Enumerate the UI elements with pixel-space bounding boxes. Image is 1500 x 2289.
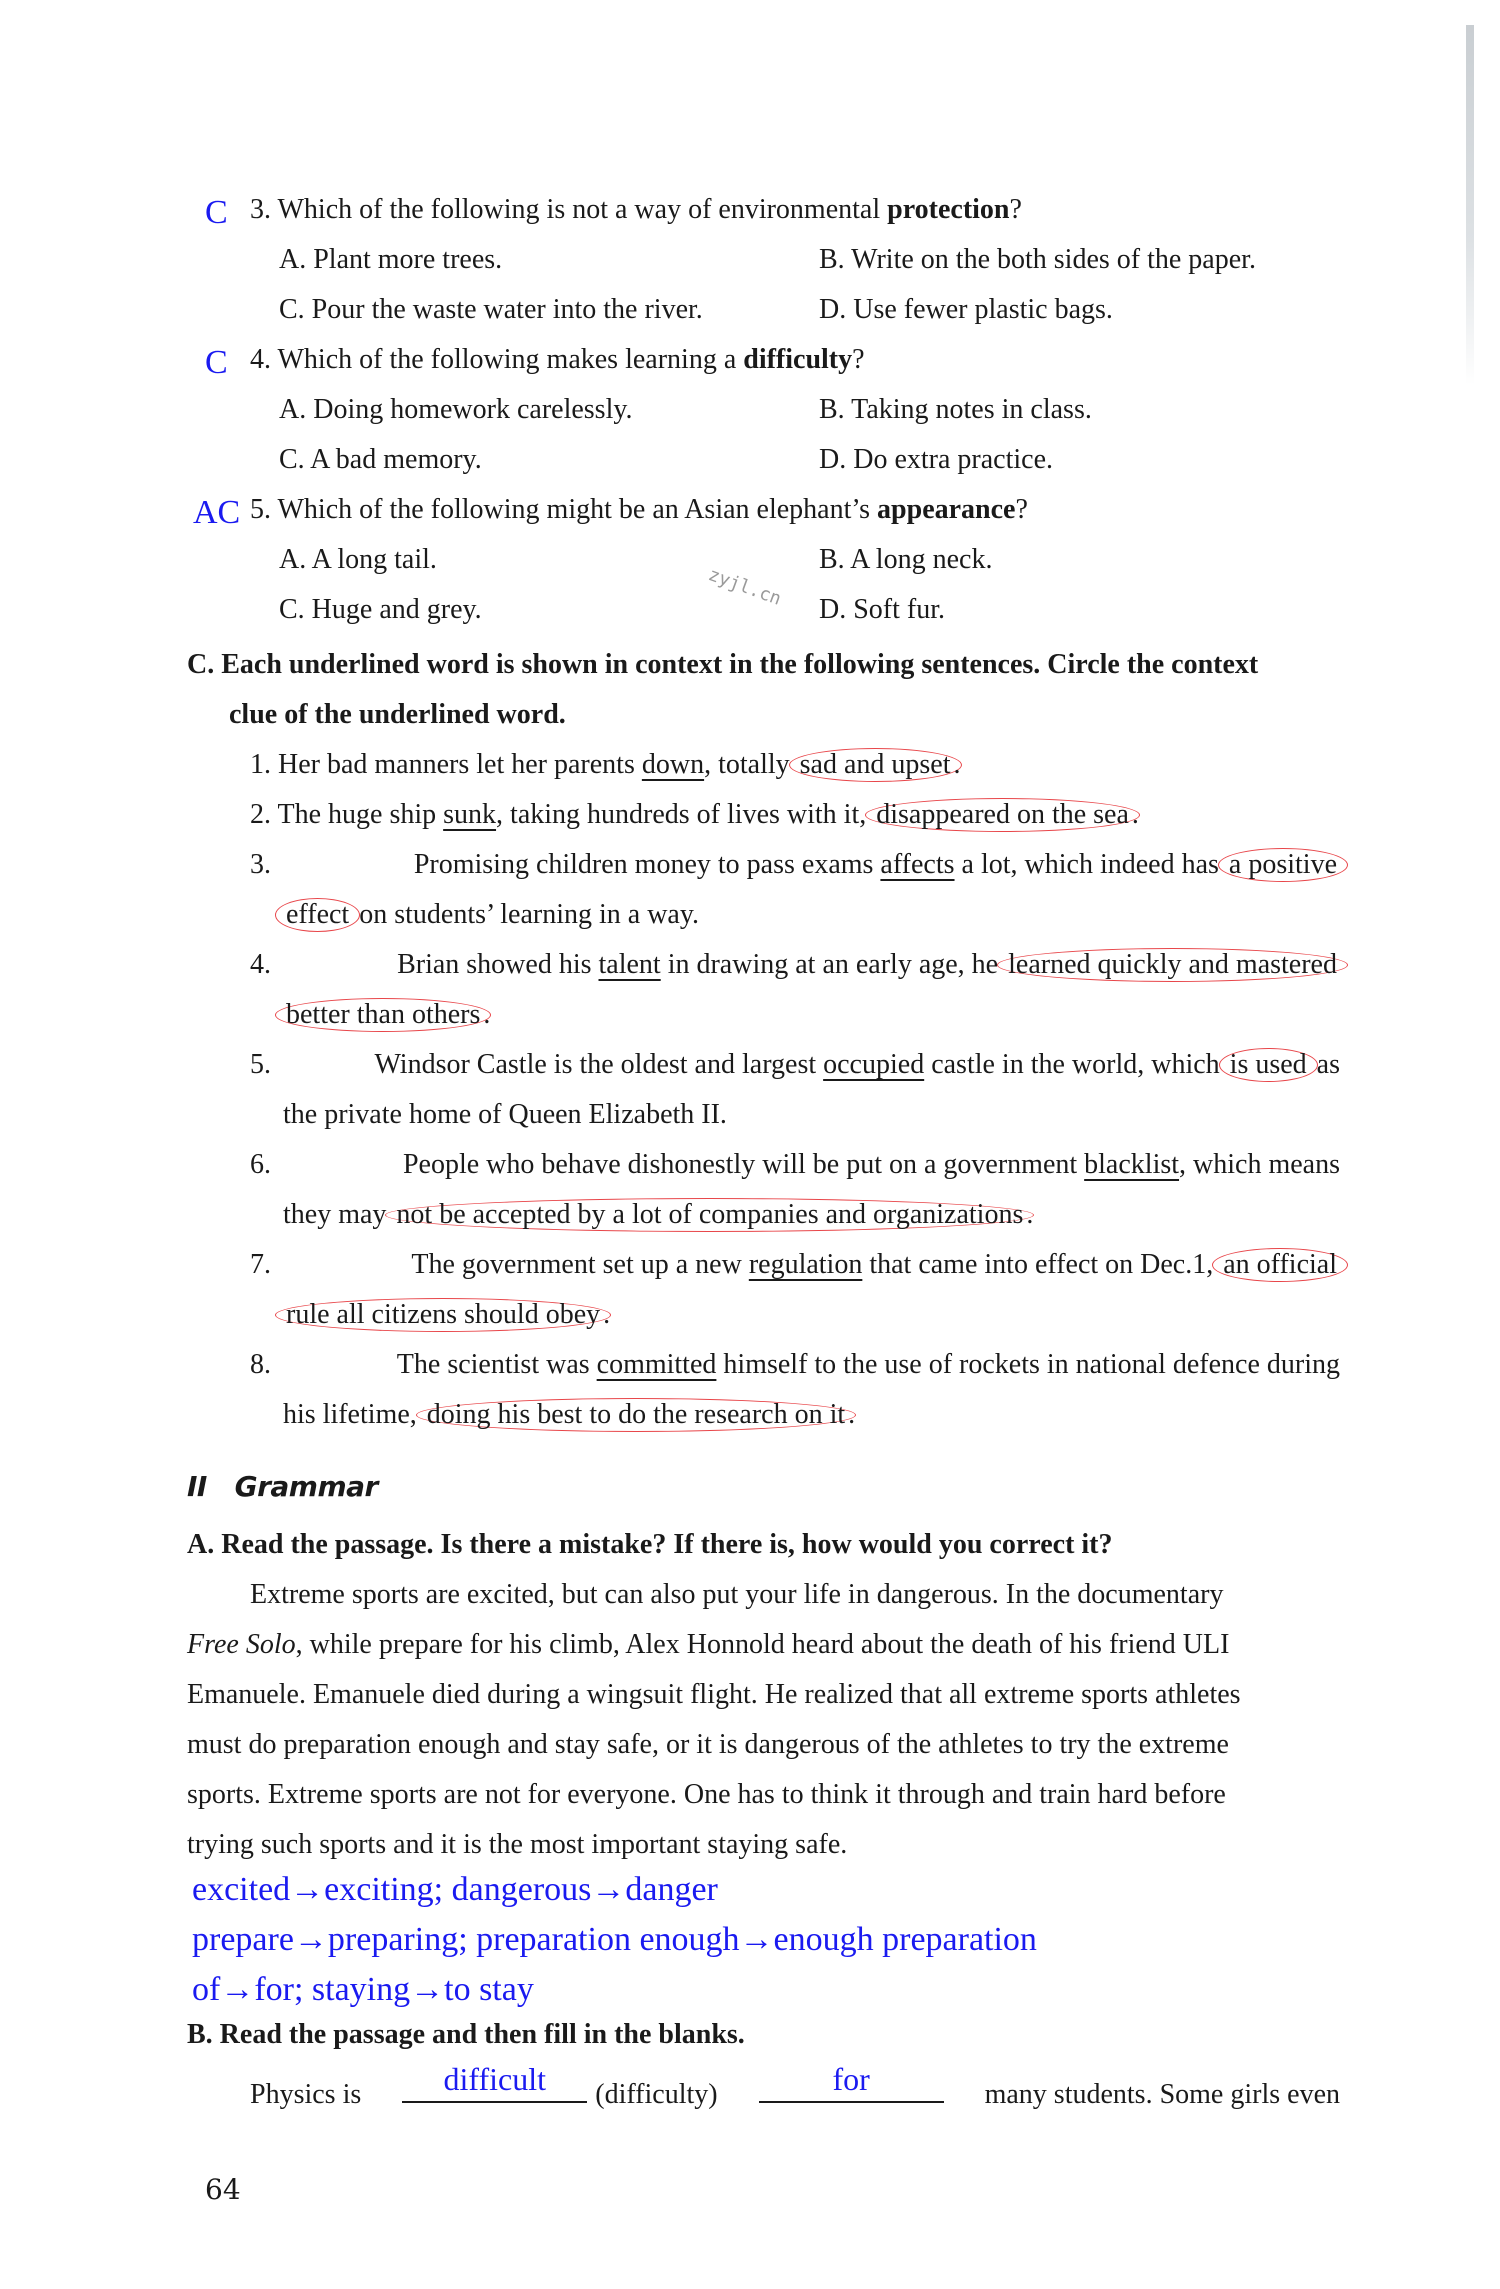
answer-q3: C <box>205 194 228 231</box>
item-number: 7. <box>250 1249 271 1280</box>
answer-q4: C <box>205 344 228 381</box>
circled-clue: rule all citizens should obey <box>275 1298 611 1332</box>
passage-line-4: must do preparation enough and stay safe, or it is dangerous of the athletes to try the extreme <box>187 1729 1229 1760</box>
item-text: himself to the use of rockets in national defence during <box>716 1349 1340 1380</box>
item-text: Promising children money to pass exams <box>413 849 881 880</box>
item-number: 3. <box>250 849 271 880</box>
item-line-1 <box>397 1351 1340 1379</box>
item-text: , taking hundreds of lives with it, <box>496 799 874 830</box>
section-c-heading-cont: clue of the underlined word. <box>229 699 566 730</box>
circled-clue: sad and upset <box>789 748 962 782</box>
underlined-word: sunk <box>443 799 497 830</box>
item-text: . <box>848 1399 856 1430</box>
question-number: 4. <box>250 344 271 375</box>
circled-clue: an official <box>1212 1248 1348 1282</box>
item-text: , totally <box>704 749 797 780</box>
option-c: C. A bad memory. <box>279 444 482 475</box>
option-b: B. Taking notes in class. <box>819 394 1092 425</box>
documentary-title: Free Solo <box>187 1629 296 1660</box>
item-text: as <box>1309 1049 1340 1080</box>
correction-line-2: prepare→preparing; preparation enough→enough preparation <box>192 1921 1037 1958</box>
passage-line-5: sports. Extreme sports are not for everyone. One has to think it through and train hard before <box>187 1779 1226 1810</box>
passage-text: Extreme sports are excited, but can also put your life in dangerous. In the documentary <box>250 1579 1224 1610</box>
option-c: C. Huge and grey. <box>279 594 482 625</box>
grammar-b-heading: B. Read the passage and then fill in the blanks. <box>187 2019 745 2050</box>
option-a: A. A long tail. <box>279 544 437 575</box>
item-line-1 <box>397 951 1340 979</box>
passage-line-6: trying such sports and it is the most important staying safe. <box>187 1829 848 1860</box>
section-numeral: II <box>187 1470 207 1503</box>
item-text: , which means <box>1179 1149 1340 1180</box>
question-keyword: appearance <box>877 494 1016 525</box>
correction-line-1: excited→exciting; dangerous→danger <box>192 1871 718 1908</box>
item-number: 8. <box>250 1349 271 1380</box>
underlined-word: occupied <box>823 1049 925 1080</box>
item-text: Windsor Castle is the oldest and largest <box>374 1049 824 1080</box>
circled-clue: effect <box>275 898 360 932</box>
grammar-section-title <box>187 1470 378 1503</box>
blank-2-answer: for <box>832 2061 870 2097</box>
context-item-4 <box>250 951 1340 979</box>
item-text: The huge ship <box>277 799 444 830</box>
context-item-7 <box>250 1251 1340 1279</box>
question-3 <box>250 196 1022 224</box>
grammar-a-heading: A. Read the passage. Is there a mistake? If there is, how would you correct it? <box>187 1529 1113 1560</box>
context-item-1 <box>250 751 961 779</box>
underlined-word: regulation <box>748 1249 863 1280</box>
blank-group <box>402 2061 718 2110</box>
question-keyword: difficulty <box>743 344 853 375</box>
question-4 <box>250 346 865 374</box>
circled-clue: is used <box>1219 1048 1318 1082</box>
underlined-word: talent <box>598 949 661 980</box>
question-end: ? <box>852 344 865 375</box>
item-text: castle in the world, which <box>924 1049 1227 1080</box>
blank-1-hint: (difficulty) <box>595 2079 718 2110</box>
context-item-3 <box>250 851 1340 879</box>
option-a: A. Plant more trees. <box>279 244 503 275</box>
item-text: that came into effect on Dec.1, <box>862 1249 1221 1280</box>
context-item-2 <box>250 801 1139 829</box>
page-edge-bar <box>1466 25 1474 385</box>
option-d: D. Do extra practice. <box>819 444 1053 475</box>
context-item-6-cont <box>283 1201 1033 1229</box>
question-stem: Which of the following is not a way of environmental <box>277 194 888 225</box>
item-text: a lot, which indeed has <box>954 849 1226 880</box>
item-line-1 <box>411 1251 1340 1279</box>
item-line-1 <box>403 1151 1340 1179</box>
context-item-8-cont <box>283 1401 855 1429</box>
item-text: . <box>483 999 491 1030</box>
item-text: People who behave dishonestly will be put on a government <box>402 1149 1085 1180</box>
circled-clue: better than others <box>275 998 491 1032</box>
option-d: D. Soft fur. <box>819 594 945 625</box>
question-keyword: protection <box>887 194 1010 225</box>
circled-clue: disappeared on the sea <box>865 798 1140 832</box>
watermark: zyjl.cn <box>705 564 784 610</box>
blank-1-answer: difficult <box>443 2061 546 2097</box>
circled-clue: a positive <box>1218 848 1348 882</box>
underlined-word: down <box>641 749 705 780</box>
circled-clue: doing his best to do the research on it <box>416 1398 856 1432</box>
circled-clue: learned quickly and mastered <box>997 948 1348 982</box>
passage-text: Physics is <box>250 2079 362 2110</box>
context-item-6 <box>250 1151 1340 1179</box>
underlined-word: blacklist <box>1084 1149 1180 1180</box>
context-item-3-cont <box>283 901 699 929</box>
item-text: in drawing at an early age, he <box>660 949 1006 980</box>
question-5 <box>250 496 1028 524</box>
item-text: they may <box>283 1199 394 1230</box>
question-stem: Which of the following might be an Asian elephant’s <box>277 494 878 525</box>
item-text: . <box>1026 1199 1034 1230</box>
item-line-1 <box>375 1051 1341 1079</box>
option-b: B. Write on the both sides of the paper. <box>819 244 1256 275</box>
context-item-4-cont <box>283 1001 490 1029</box>
item-text: his lifetime, <box>283 1399 424 1430</box>
question-end: ? <box>1015 494 1028 525</box>
underlined-word: affects <box>880 849 955 880</box>
question-stem: Which of the following makes learning a <box>277 344 744 375</box>
item-line-1 <box>414 851 1340 879</box>
item-text: Her bad manners let her parents <box>278 749 642 780</box>
option-a: A. Doing homework carelessly. <box>279 394 633 425</box>
item-text: Brian showed his <box>397 949 599 980</box>
circled-clue: not be accepted by a lot of companies and organizations <box>385 1198 1034 1232</box>
passage-text: many students. Some girls even <box>984 2079 1340 2110</box>
passage-line-2 <box>187 1631 1229 1659</box>
question-number: 3. <box>250 194 271 225</box>
question-number: 5. <box>250 494 271 525</box>
question-end: ? <box>1009 194 1022 225</box>
context-item-5-cont: the private home of Queen Elizabeth II. <box>283 1099 727 1130</box>
passage-text: , while prepare for his climb, Alex Honnold heard about the death of his friend ULI <box>295 1629 1230 1660</box>
item-number: 5. <box>250 1049 271 1080</box>
item-number: 6. <box>250 1149 271 1180</box>
option-d: D. Use fewer plastic bags. <box>819 294 1113 325</box>
context-item-8 <box>250 1351 1340 1379</box>
section-title: Grammar <box>234 1470 378 1503</box>
option-c: C. Pour the waste water into the river. <box>279 294 703 325</box>
item-number: 2. <box>250 799 271 830</box>
item-text: . <box>1131 799 1139 830</box>
blank-1[interactable] <box>402 2061 587 2103</box>
context-item-5 <box>250 1051 1340 1079</box>
item-text: . <box>953 749 961 780</box>
option-b: B. A long neck. <box>819 544 993 575</box>
item-number: 1. <box>250 749 271 780</box>
item-text: The government set up a new <box>411 1249 749 1280</box>
passage-line-1 <box>250 1581 1340 1609</box>
item-number: 4. <box>250 949 271 980</box>
underlined-word: committed <box>596 1349 717 1380</box>
item-text: . <box>603 1299 611 1330</box>
page-number: 64 <box>205 2173 241 2206</box>
correction-line-3: of→for; staying→to stay <box>192 1971 534 2008</box>
answer-q5: AC <box>193 494 241 531</box>
section-c-heading: C. Each underlined word is shown in context in the following sentences. Circle the context <box>187 649 1259 680</box>
fill-blank-line-1 <box>250 2061 1340 2110</box>
blank-2[interactable] <box>759 2061 944 2103</box>
item-text: The scientist was <box>396 1349 597 1380</box>
passage-line-3: Emanuele. Emanuele died during a wingsuit flight. He realized that all extreme sports athletes <box>187 1679 1241 1710</box>
context-item-7-cont <box>283 1301 610 1329</box>
item-text: on students’ learning in a way. <box>352 899 700 930</box>
